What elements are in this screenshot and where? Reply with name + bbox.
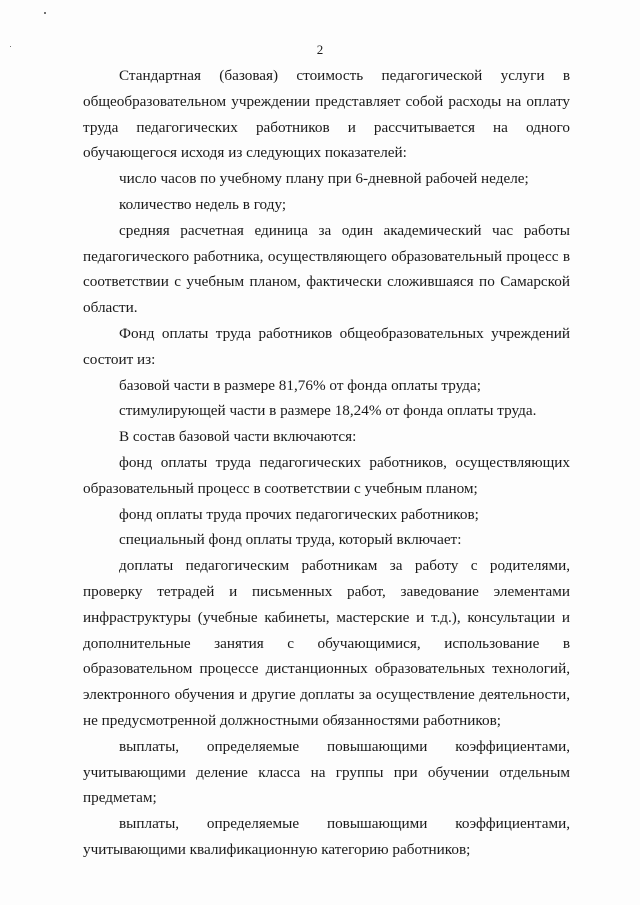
- paragraph: количество недель в году;: [119, 195, 287, 213]
- paragraph: доплаты педагогическим работникам за работу с родителями, проверку тетрадей и письменных работ, заведование элементами инфраструктуры (учебные кабинеты, мастерские и т.д.), консультации и дополнительные занятия с обучающимися, использование в образовательном процессе дистанционных образовательных технологий, электронного обучения и другие доплаты за осуществление деятельности, не предусмотренной должностными обязанностями работников;: [83, 557, 570, 729]
- document-body: [83, 63, 570, 863]
- scan-speck: [44, 12, 46, 14]
- paragraph: стимулирующей части в размере 18,24% от фонда оплаты труда.: [119, 402, 537, 420]
- paragraph: число часов по учебному плану при 6-дневной рабочей неделе;: [119, 170, 529, 188]
- paragraph: Стандартная (базовая) стоимость педагогической услуги в общеобразовательном учреждении представляет собой расходы на оплату труда педагогических работников и рассчитывается на одного обучающегося исходя из следующих показателей:: [83, 67, 570, 162]
- paragraph: средняя расчетная единица за один академический час работы педагогического работника, осуществляющего образовательный процесс в соответствии с учебным планом, фактически сложившаяся по Самарской области.: [83, 221, 570, 317]
- paragraph: Фонд оплаты труда работников общеобразовательных учреждений состоит из:: [83, 324, 570, 368]
- paragraph: выплаты, определяемые повышающими коэффициентами, учитывающими деление класса на группы при обучении отдельным предметам;: [83, 737, 570, 807]
- paragraph: В состав базовой части включаются:: [119, 428, 357, 446]
- paragraph: базовой части в размере 81,76% от фонда оплаты труда;: [119, 376, 481, 394]
- paragraph: фонд оплаты труда прочих педагогических работников;: [119, 505, 479, 523]
- paragraph: выплаты, определяемые повышающими коэффициентами, учитывающими квалификационную категорию работников;: [83, 815, 570, 858]
- paragraph: специальный фонд оплаты труда, который включает:: [119, 531, 462, 549]
- page-number: 2: [316, 42, 324, 57]
- paragraph: фонд оплаты труда педагогических работников, осуществляющих образовательный процесс в соответствии с учебным планом;: [83, 453, 570, 497]
